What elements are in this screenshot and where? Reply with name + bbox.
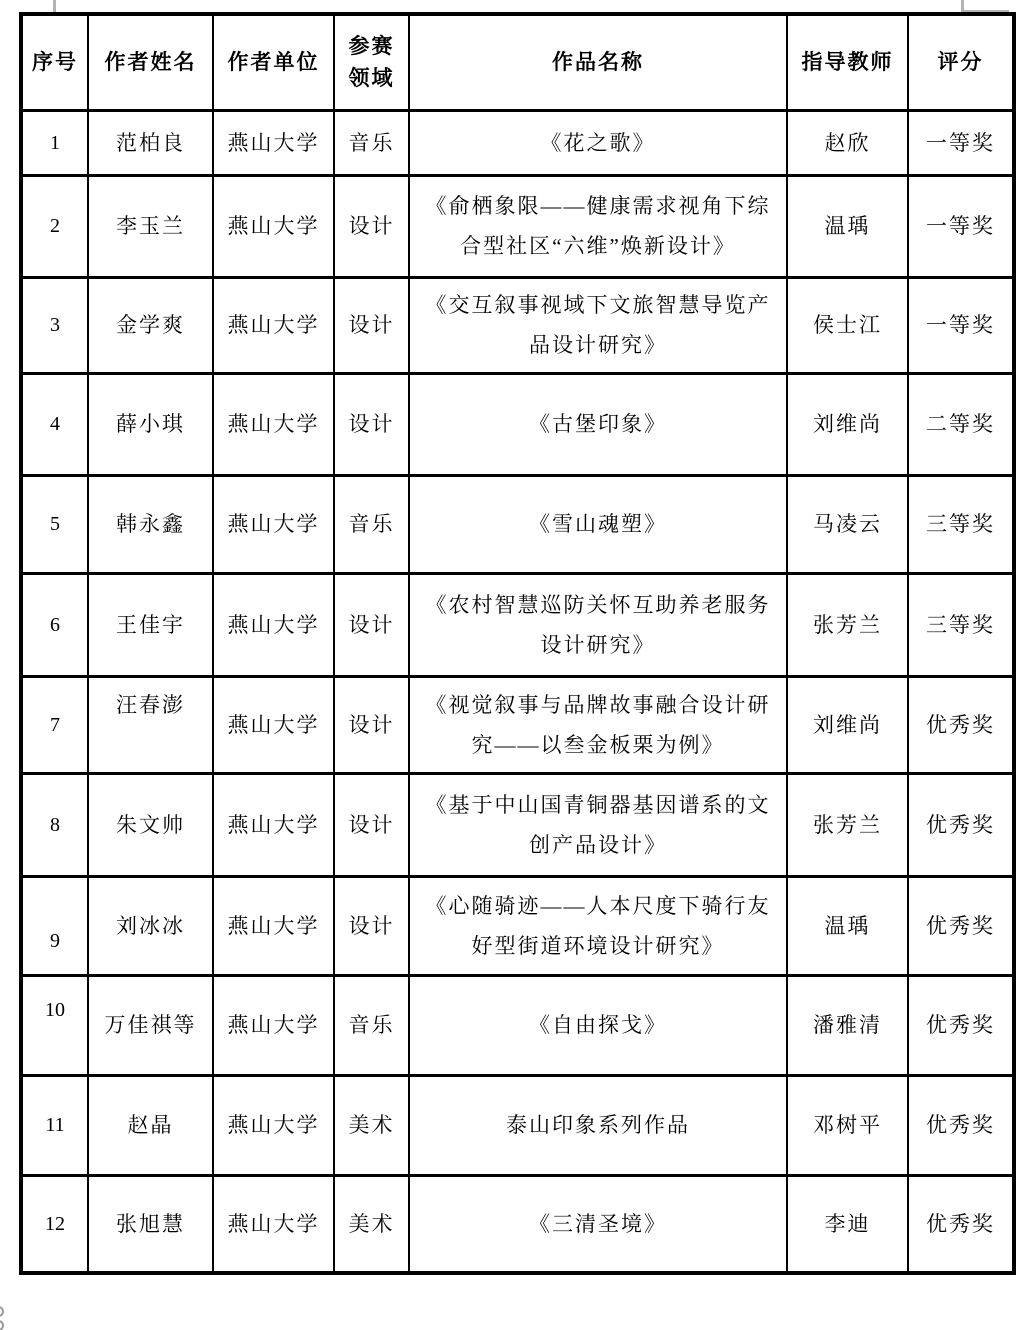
cell-author-unit: 燕山大学 (213, 277, 334, 373)
table-row (21, 676, 1014, 773)
cell-teacher: 温瑀 (787, 876, 908, 975)
cell-work-title: 泰山印象系列作品 (409, 1075, 787, 1175)
table-row (21, 773, 1014, 876)
cell-author-name: 薛小琪 (88, 373, 213, 475)
cell-teacher: 马凌云 (787, 475, 908, 573)
cell-teacher: 赵欣 (787, 110, 908, 175)
cell-field: 音乐 (334, 475, 409, 573)
header-row (21, 14, 1014, 110)
cell-serial-number: 10 (21, 975, 88, 1075)
cell-teacher: 张芳兰 (787, 773, 908, 876)
cell-work-title: 《自由探戈》 (409, 975, 787, 1075)
table-row (21, 975, 1014, 1075)
cell-serial-number: 12 (21, 1175, 88, 1273)
cell-author-name: 刘冰冰 (88, 876, 213, 975)
cell-field: 设计 (334, 773, 409, 876)
header-field: 参赛领域 (334, 14, 409, 110)
cell-field: 音乐 (334, 110, 409, 175)
cell-teacher: 潘雅清 (787, 975, 908, 1075)
cell-work-title: 《心随骑迹——人本尺度下骑行友好型街道环境设计研究》 (409, 876, 787, 975)
cell-serial-number: 1 (21, 110, 88, 175)
cell-field: 美术 (334, 1175, 409, 1273)
page-artifact-clipped-glyph-top (0, 1306, 4, 1317)
page-artifact-clipped-glyph-bottom (0, 1320, 4, 1330)
cell-work-title: 《雪山魂塑》 (409, 475, 787, 573)
cell-work-title: 《三清圣境》 (409, 1175, 787, 1273)
cell-author-unit: 燕山大学 (213, 1175, 334, 1273)
cell-author-name: 李玉兰 (88, 175, 213, 277)
cell-author-name: 范柏良 (88, 110, 213, 175)
cell-serial-number: 4 (21, 373, 88, 475)
cell-author-name: 朱文帅 (88, 773, 213, 876)
cell-serial-number: 9 (21, 876, 88, 975)
cell-author-unit: 燕山大学 (213, 110, 334, 175)
cell-author-unit: 燕山大学 (213, 676, 334, 773)
cell-author-unit: 燕山大学 (213, 876, 334, 975)
header-award: 评分 (908, 14, 1014, 110)
cell-serial-number: 3 (21, 277, 88, 373)
cell-field: 音乐 (334, 975, 409, 1075)
cell-field: 设计 (334, 676, 409, 773)
cell-award: 三等奖 (908, 573, 1014, 676)
header-serial-number: 序号 (21, 14, 88, 110)
cell-award: 一等奖 (908, 110, 1014, 175)
table-row (21, 277, 1014, 373)
cell-award: 优秀奖 (908, 676, 1014, 773)
cell-author-unit: 燕山大学 (213, 573, 334, 676)
cell-award: 一等奖 (908, 277, 1014, 373)
cell-serial-number: 11 (21, 1075, 88, 1175)
page-artifact-tick-right (961, 0, 964, 10)
cell-field: 设计 (334, 876, 409, 975)
table-row (21, 110, 1014, 175)
cell-teacher: 侯士江 (787, 277, 908, 373)
cell-serial-number: 5 (21, 475, 88, 573)
cell-award: 三等奖 (908, 475, 1014, 573)
cell-author-name: 万佳祺等 (88, 975, 213, 1075)
cell-teacher: 刘维尚 (787, 373, 908, 475)
cell-author-name: 张旭慧 (88, 1175, 213, 1273)
cell-author-unit: 燕山大学 (213, 773, 334, 876)
cell-field: 设计 (334, 573, 409, 676)
cell-award: 二等奖 (908, 373, 1014, 475)
cell-serial-number: 7 (21, 676, 88, 773)
cell-work-title: 《农村智慧巡防关怀互助养老服务设计研究》 (409, 573, 787, 676)
table-row (21, 1075, 1014, 1175)
cell-field: 设计 (334, 373, 409, 475)
header-teacher: 指导教师 (787, 14, 908, 110)
cell-author-unit: 燕山大学 (213, 475, 334, 573)
cell-serial-number: 6 (21, 573, 88, 676)
cell-award: 一等奖 (908, 175, 1014, 277)
cell-author-name: 赵晶 (88, 1075, 213, 1175)
award-table (19, 12, 1016, 1275)
cell-serial-number: 8 (21, 773, 88, 876)
cell-teacher: 邓树平 (787, 1075, 908, 1175)
header-author-unit: 作者单位 (213, 14, 334, 110)
cell-teacher: 温瑀 (787, 175, 908, 277)
cell-work-title: 《基于中山国青铜器基因谱系的文创产品设计》 (409, 773, 787, 876)
table-row (21, 475, 1014, 573)
cell-award: 优秀奖 (908, 975, 1014, 1075)
cell-author-unit: 燕山大学 (213, 373, 334, 475)
cell-author-name: 韩永鑫 (88, 475, 213, 573)
cell-work-title: 《古堡印象》 (409, 373, 787, 475)
cell-author-name: 金学爽 (88, 277, 213, 373)
cell-author-name: 汪春澎 (88, 676, 213, 773)
table-row (21, 573, 1014, 676)
cell-work-title: 《视觉叙事与品牌故事融合设计研究——以叁金板栗为例》 (409, 676, 787, 773)
cell-work-title: 《交互叙事视域下文旅智慧导览产品设计研究》 (409, 277, 787, 373)
table-row (21, 175, 1014, 277)
table-row (21, 876, 1014, 975)
cell-award: 优秀奖 (908, 1175, 1014, 1273)
header-author-name: 作者姓名 (88, 14, 213, 110)
cell-field: 设计 (334, 175, 409, 277)
cell-field: 设计 (334, 277, 409, 373)
table-row (21, 373, 1014, 475)
cell-work-title: 《花之歌》 (409, 110, 787, 175)
cell-work-title: 《俞栖象限——健康需求视角下综合型社区“六维”焕新设计》 (409, 175, 787, 277)
cell-author-unit: 燕山大学 (213, 975, 334, 1075)
cell-serial-number: 2 (21, 175, 88, 277)
cell-award: 优秀奖 (908, 1075, 1014, 1175)
cell-award: 优秀奖 (908, 773, 1014, 876)
cell-teacher: 刘维尚 (787, 676, 908, 773)
cell-award: 优秀奖 (908, 876, 1014, 975)
cell-field: 美术 (334, 1075, 409, 1175)
cell-author-name: 王佳宇 (88, 573, 213, 676)
cell-author-unit: 燕山大学 (213, 175, 334, 277)
header-work-title: 作品名称 (409, 14, 787, 110)
cell-teacher: 张芳兰 (787, 573, 908, 676)
table-row (21, 1175, 1014, 1273)
cell-teacher: 李迪 (787, 1175, 908, 1273)
cell-author-unit: 燕山大学 (213, 1075, 334, 1175)
